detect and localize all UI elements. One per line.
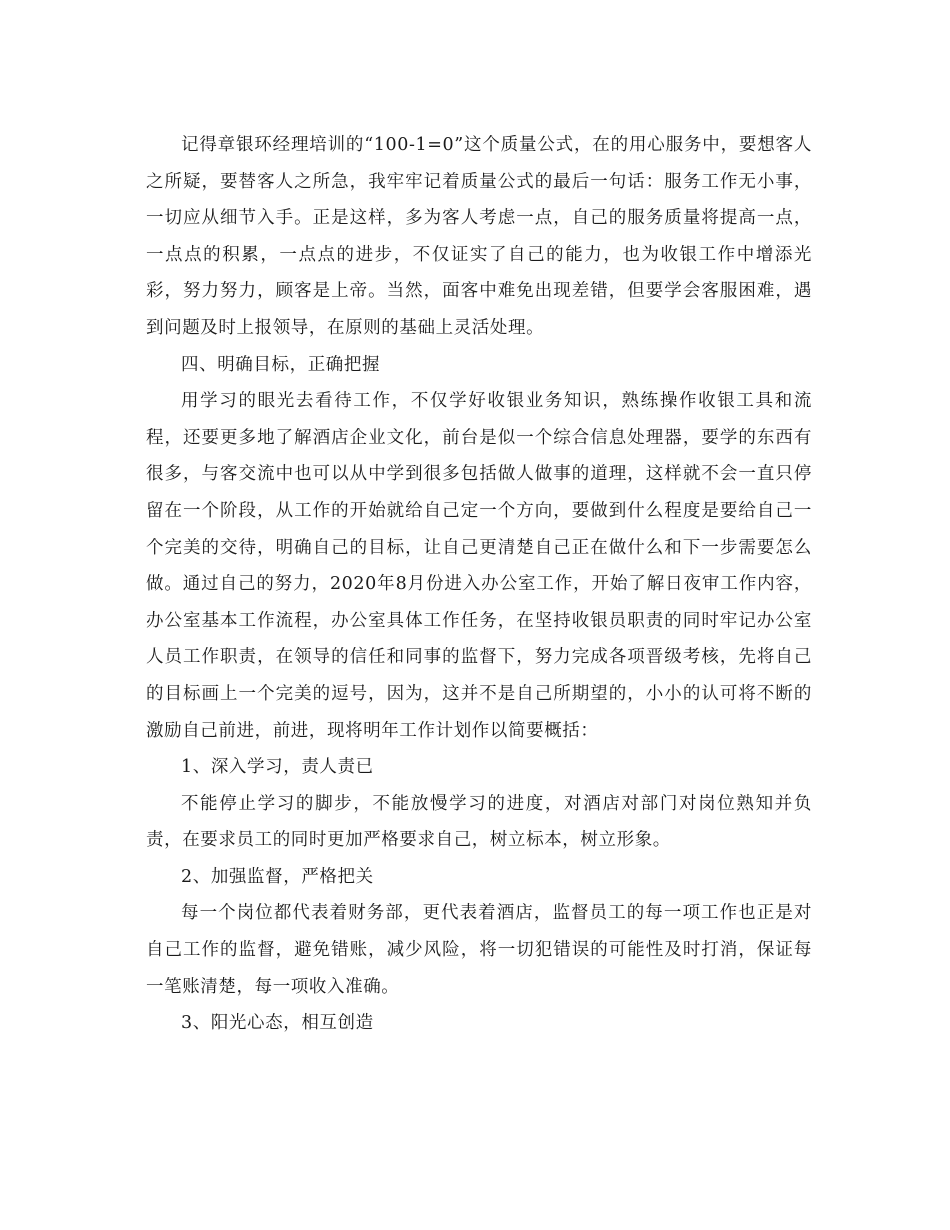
paragraph-quality-formula: 记得章银环经理培训的“100-1=0”这个质量公式，在的用心服务中，要想客人之所疑，要替客人之所急，我牢牢记着质量公式的最后一句话：服务工作无小事，一切应从细节入手。正是这样，多为客人考虑一点，自己的服务质量将提高一点，一点点的积累，一点点的进步，不仅证实了自己的能力，也为收银工作中增添光彩，努力努力，顾客是上帝。当然，面客中难免出现差错，但要学会客服困难，遇到问题及时上报领导，在原则的基础上灵活处理。	[146, 135, 812, 338]
subheading-deep-learning: 1、深入学习，责人责已	[181, 757, 374, 778]
paragraph-learning-goals: 用学习的眼光去看待工作，不仅学好收银业务知识，熟练操作收银工具和流程，还要更多地了解酒店企业文化，前台是似一个综合信息处理器，要学的东西有很多，与客交流中也可以从中学到很多包括做人做事的道理，这样就不会一直只停留在一个阶段，从工作的开始就给自己定一个方向，要做到什么程度是要给自己一个完美的交待，明确自己的目标，让自己更清楚自己正在做什么和下一步需要怎么做。通过自己的努力，2020年8月份进入办公室工作，开始了解日夜审工作内容，办公室基本工作流程，办公室具体工作任务，在坚持收银员职责的同时牢记办公室人员工作职责，在领导的信任和同事的监督下，努力完成各项晋级考核，先将自己的目标画上一个完美的逗号，因为，这并不是自己所期望的，小小的认可将不断的激励自己前进，前进，现将明年工作计划作以简要概括：	[146, 391, 812, 741]
paragraph-deep-learning: 不能停止学习的脚步，不能放慢学习的进度，对酒店对部门对岗位熟知并负责，在要求员工的同时更加严格要求自己，树立标本，树立形象。	[146, 793, 812, 851]
section-heading-four: 四、明确目标，正确把握	[181, 354, 381, 375]
subheading-supervision: 2、加强监督，严格把关	[181, 866, 374, 887]
paragraph-supervision: 每一个岗位都代表着财务部，更代表着酒店，监督员工的每一项工作也正是对自己工作的监督，避免错账，减少风险，将一切犯错误的可能性及时打消，保证每一笔账清楚，每一项收入准确。	[146, 903, 812, 997]
subheading-positive-attitude: 3、阳光心态，相互创造	[181, 1013, 374, 1034]
document-page	[146, 127, 812, 1042]
